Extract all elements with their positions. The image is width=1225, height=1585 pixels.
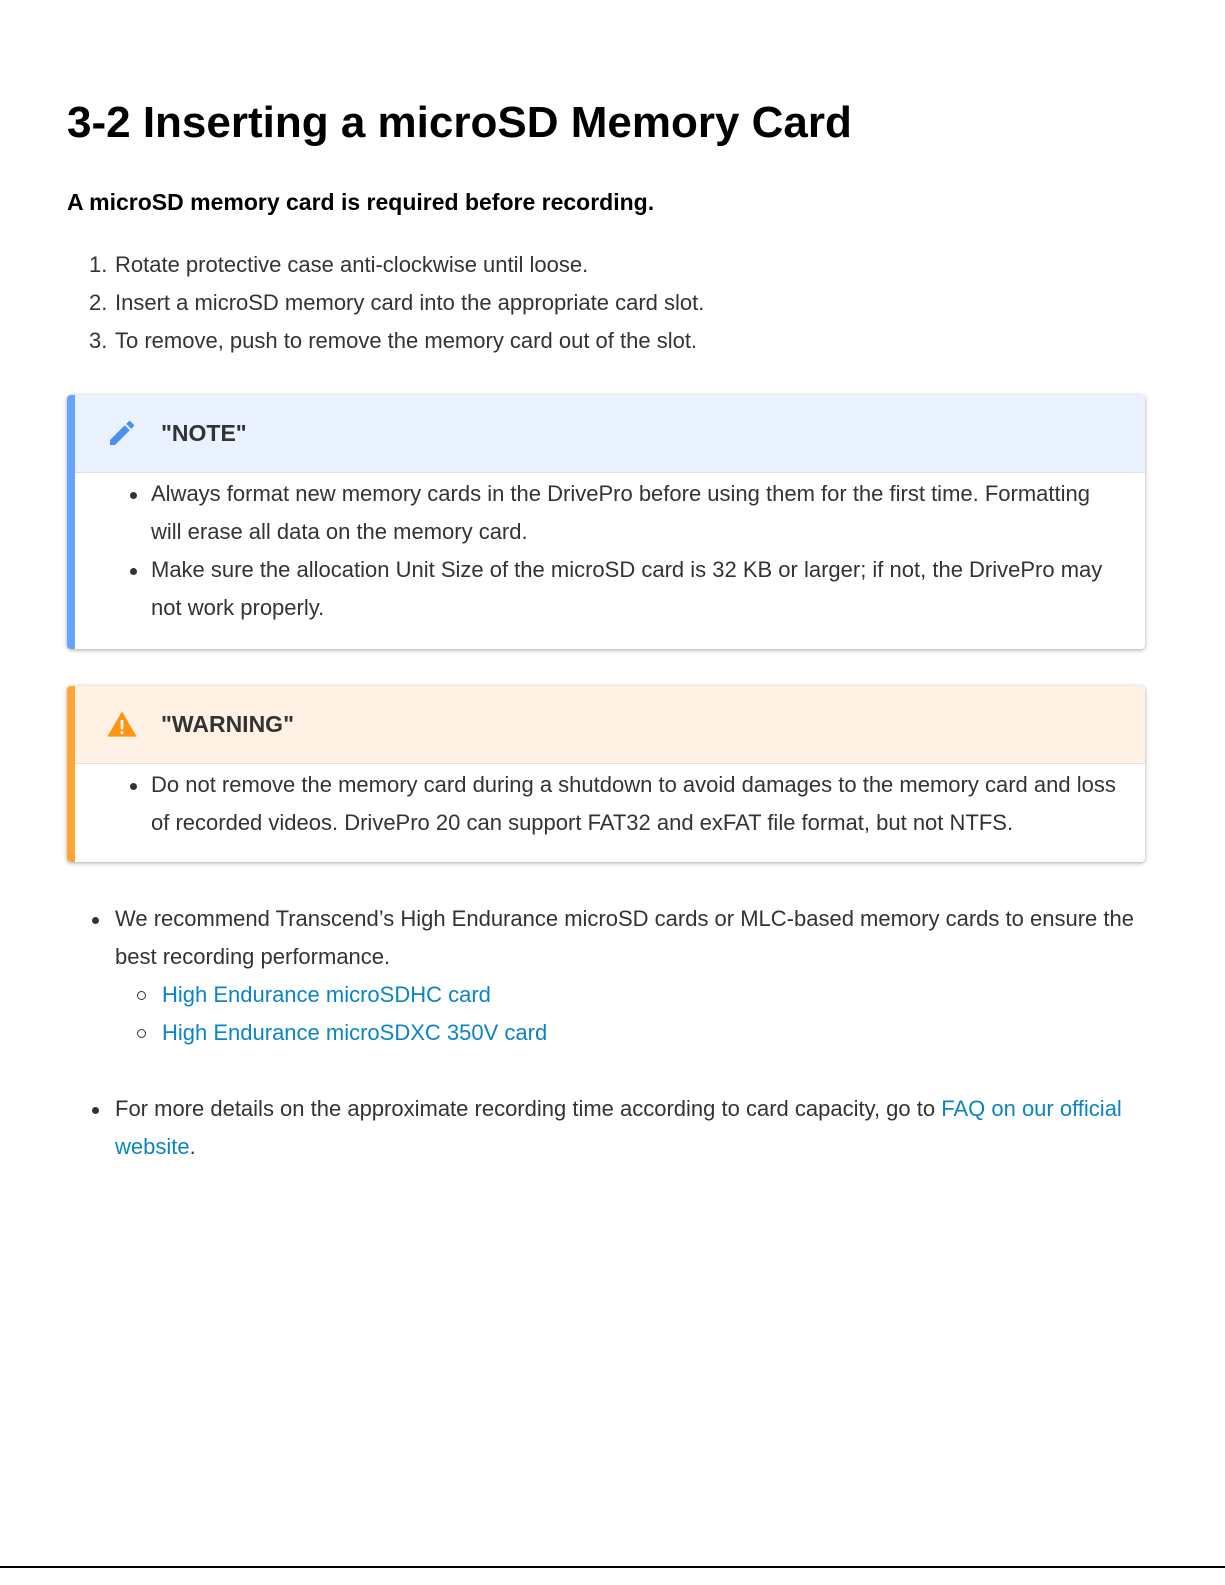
recommendation-item [67,1090,1147,1166]
note-list [67,473,1145,627]
details-text: For more details on the approximate recording time according to card capacity, go to [115,1096,942,1121]
step-item [67,246,704,284]
subtitle: A microSD memory card is required before recording. [67,189,655,215]
step-item [67,322,704,360]
step-text: To remove, push to remove the memory card out of the slot. [115,328,698,353]
card-link-item [115,1014,1147,1052]
step-number: 2. [89,290,108,315]
card-link-item [115,976,1147,1014]
step-number: 1. [89,252,108,277]
note-title: "NOTE" [161,420,247,446]
step-text: Insert a microSD memory card into the appropriate card slot. [115,290,705,315]
note-callout [67,395,1145,649]
recommendation-item [67,900,1147,1052]
warning-header [75,686,1145,764]
warning-triangle-icon [106,708,138,740]
warning-list [67,764,1145,842]
note-item: Always format new memory cards in the DrivePro before using them for the first time. Formatting will erase all data on the memory card. [67,475,1145,551]
microsdhc-card-link[interactable]: High Endurance microSDHC card [162,982,491,1007]
step-item [67,284,704,322]
details-suffix: . [189,1134,196,1159]
step-number: 3. [89,328,108,353]
recommendations-list [67,900,1147,1166]
page-title: 3-2 Inserting a microSD Memory Card [67,98,852,147]
warning-callout [67,686,1145,862]
warning-title: "WARNING" [161,711,294,737]
card-links-list [115,976,1147,1052]
note-header [75,395,1145,473]
microsdxc-card-link[interactable]: High Endurance microSDXC 350V card [162,1020,548,1045]
warning-item: Do not remove the memory card during a shutdown to avoid damages to the memory card and loss of recorded videos. DrivePro 20 can support FAT32 and exFAT file format, but not NTFS. [67,766,1145,842]
steps-list [67,246,704,360]
note-item: Make sure the allocation Unit Size of the microSD card is 32 KB or larger; if not, the DrivePro may not work properly. [67,551,1145,627]
step-text: Rotate protective case anti-clockwise until loose. [115,252,589,277]
recommendation-text: We recommend Transcend’s High Endurance microSD cards or MLC-based memory cards to ensure the best recording performance. [115,906,1134,969]
pencil-icon [106,417,138,449]
page-bottom-border [0,1566,1225,1568]
faq-link[interactable]: FAQ on our official website [115,1096,1122,1159]
